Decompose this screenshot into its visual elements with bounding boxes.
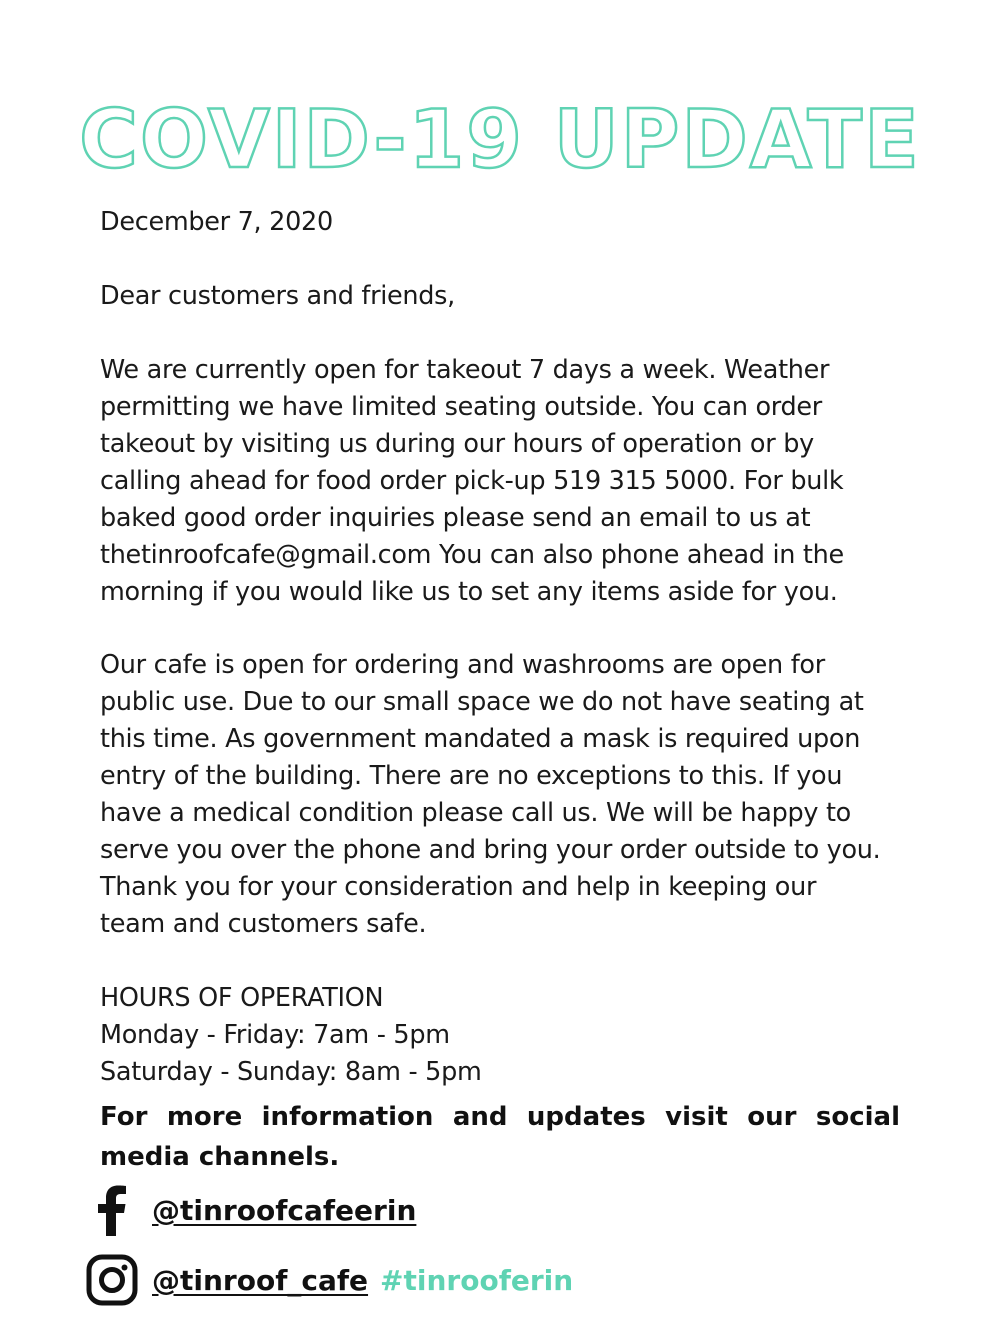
paragraph-line: public use. Due to our small space we do not have seating at — [100, 687, 864, 717]
greeting: Dear customers and friends, — [100, 281, 455, 311]
paragraph-line: have a medical condition please call us. We will be happy to — [100, 798, 851, 828]
paragraph-line: thetinroofcafe@gmail.com You can also phone ahead in the — [100, 540, 844, 570]
hours-weekday: Monday - Friday: 7am - 5pm — [100, 1020, 450, 1050]
paragraph-line: calling ahead for food order pick-up 519 315 5000. For bulk — [100, 466, 844, 496]
paragraph-line: permitting we have limited seating outside. You can order — [100, 392, 822, 422]
paragraph-line: baked good order inquiries please send an email to us at — [100, 503, 811, 533]
paragraph-line: entry of the building. There are no exceptions to this. If you — [100, 761, 843, 791]
hours-heading: HOURS OF OPERATION — [100, 983, 384, 1013]
cafe-policy-paragraph — [100, 647, 900, 943]
paragraph-line: this time. As government mandated a mask is required upon — [100, 724, 861, 754]
instagram-handle-link[interactable]: @tinroof_cafe — [152, 1263, 369, 1297]
facebook-icon — [86, 1184, 138, 1236]
hours-section — [100, 980, 900, 1091]
notice-date: December 7, 2020 — [100, 207, 333, 237]
page-title: COVID-19 UPDATE — [79, 93, 921, 186]
takeout-paragraph — [100, 352, 900, 611]
hashtag: #tinrooferin — [380, 1263, 574, 1297]
instagram-icon — [86, 1254, 138, 1306]
paragraph-line: Thank you for your consideration and help in keeping our — [100, 872, 817, 902]
paragraph-line: We are currently open for takeout 7 days a week. Weather — [100, 355, 830, 385]
paragraph-line: team and customers safe. — [100, 909, 427, 939]
paragraph-line: Our cafe is open for ordering and washrooms are open for — [100, 650, 825, 680]
facebook-handle-link[interactable]: @tinroofcafeerin — [152, 1193, 417, 1227]
more-info-text: For more information and updates visit our social media channels. — [100, 1102, 900, 1172]
hours-weekend: Saturday - Sunday: 8am - 5pm — [100, 1057, 482, 1087]
paragraph-line: takeout by visiting us during our hours of operation or by — [100, 429, 814, 459]
paragraph-line: serve you over the phone and bring your order outside to you. — [100, 835, 881, 865]
paragraph-line: morning if you would like us to set any items aside for you. — [100, 577, 838, 607]
facebook-row — [86, 1184, 416, 1236]
instagram-row — [86, 1254, 573, 1306]
